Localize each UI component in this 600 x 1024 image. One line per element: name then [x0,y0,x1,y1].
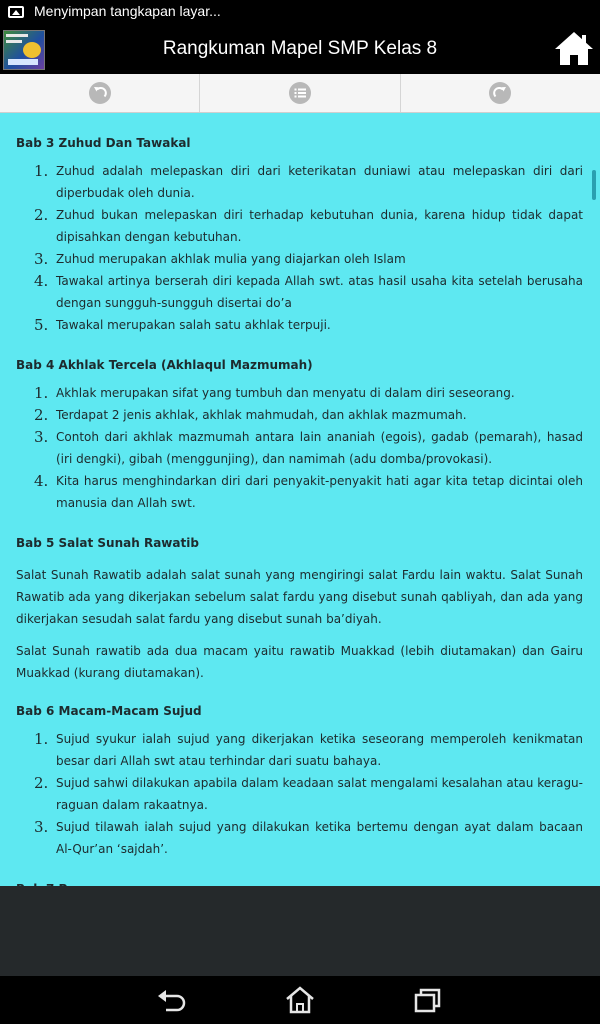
home-icon [553,29,595,67]
home-button[interactable] [553,29,595,67]
redo-button[interactable] [401,74,600,112]
scroll-indicator[interactable] [592,170,596,200]
list-number: 3. [34,428,49,446]
list-item: 1. Sujud syukur ialah sujud yang dikerjakan ketika seseorang memperoleh kenikmatan besar dari Allah swt atau terhindar dari suatu bahaya. [34,730,583,768]
list-item: 4. Tawakal artinya berserah diri kepada Allah swt. atas hasil usaha kita setelah berusaha dengan sungguh-sungguh disertai do’a [34,272,583,310]
content-area[interactable] [0,113,600,886]
empty-area [0,886,600,976]
list-number: 2. [34,774,49,792]
list-icon [289,82,311,104]
status-notification: Menyimpan tangkapan layar... [34,3,221,19]
app-header [0,24,600,74]
nav-home-button[interactable] [283,984,317,1016]
list-number: 1. [34,162,49,180]
toolbar [0,74,600,113]
home-icon [283,984,317,1016]
list-item: 3. Sujud tilawah ialah sujud yang dilakukan ketika bertemu dengan ayat dalam bacaan Al-Qur’an ‘sajdah’. [34,818,583,856]
list-number: 4. [34,472,49,490]
list-item: 1. Akhlak merupakan sifat yang tumbuh dan menyatu di dalam diri seseorang. [34,384,515,402]
paragraph: Salat Sunah rawatib ada dua macam yaitu rawatib Muakkad (lebih diutamakan) dan Gairu Muakkad (kurang diutamakan). [16,644,583,680]
section-title-bab3: Bab 3 Zuhud Dan Tawakal [16,136,191,150]
list-number: 2. [34,206,49,224]
list-number: 1. [34,730,49,748]
list-number: 1. [34,384,49,402]
section-title-bab4: Bab 4 Akhlak Tercela (Akhlaqul Mazmumah) [16,358,313,372]
list-number: 5. [34,316,49,334]
list-button[interactable] [200,74,400,112]
list-number: 2. [34,406,49,424]
back-icon [154,984,188,1016]
status-bar [0,0,600,24]
list-bab3 [16,160,583,336]
list-item: 2. Sujud sahwi dilakukan apabila dalam keadaan salat mengalami kesalahan atau keragu-raguan dalam rakaatnya. [34,774,583,812]
list-number: 4. [34,272,49,290]
screenshot-icon [8,6,24,18]
list-item: 2. Terdapat 2 jenis akhlak, akhlak mahmudah, dan akhlak mazmumah. [34,406,467,424]
list-item: 2. Zuhud bukan melepaskan diri terhadap kebutuhan dunia, karena hidup tidak dapat dipisahkan dengan kebutuhan. [34,206,583,244]
list-bab4 [16,382,583,514]
recents-icon [411,984,445,1016]
redo-icon [489,82,511,104]
section-title-bab5: Bab 5 Salat Sunah Rawatib [16,536,199,550]
list-item: 4. Kita harus menghindarkan diri dari penyakit-penyakit hati agar kita tetap dicintai oleh manusia dan Allah swt. [34,472,583,510]
list-item: 1. Zuhud adalah melepaskan diri dari keterikatan duniawi atau melepaskan diri dari diperbudak oleh dunia. [34,162,583,200]
list-item: 3. Contoh dari akhlak mazmumah antara lain ananiah (egois), gadab (pemarah), hasad (iri dengki), gibah (menggunjing), dan namimah (adu domba/provokasi). [34,428,583,466]
section-title-bab6: Bab 6 Macam-Macam Sujud [16,704,202,718]
undo-icon [89,82,111,104]
recents-button[interactable] [411,984,445,1016]
list-item: 3. Zuhud merupakan akhlak mulia yang diajarkan oleh Islam [34,250,406,268]
list-item: 5. Tawakal merupakan salah satu akhlak terpuji. [34,316,331,334]
list-number: 3. [34,818,49,836]
list-number: 3. [34,250,49,268]
back-button[interactable] [154,984,188,1016]
undo-button[interactable] [0,74,200,112]
page-title: Rangkuman Mapel SMP Kelas 8 [162,38,438,59]
paragraph: Salat Sunah Rawatib adalah salat sunah yang mengiringi salat Fardu lain waktu. Salat Sunah Rawatib ada yang dikerjakan sebelum salat fardu yang disebut sunah qabliyah, dan ada yang dikerjakan sesudah salat fardu yang disebut sunah ba’diyah. [16,568,583,626]
list-bab6 [16,728,583,860]
navigation-bar [0,976,600,1024]
